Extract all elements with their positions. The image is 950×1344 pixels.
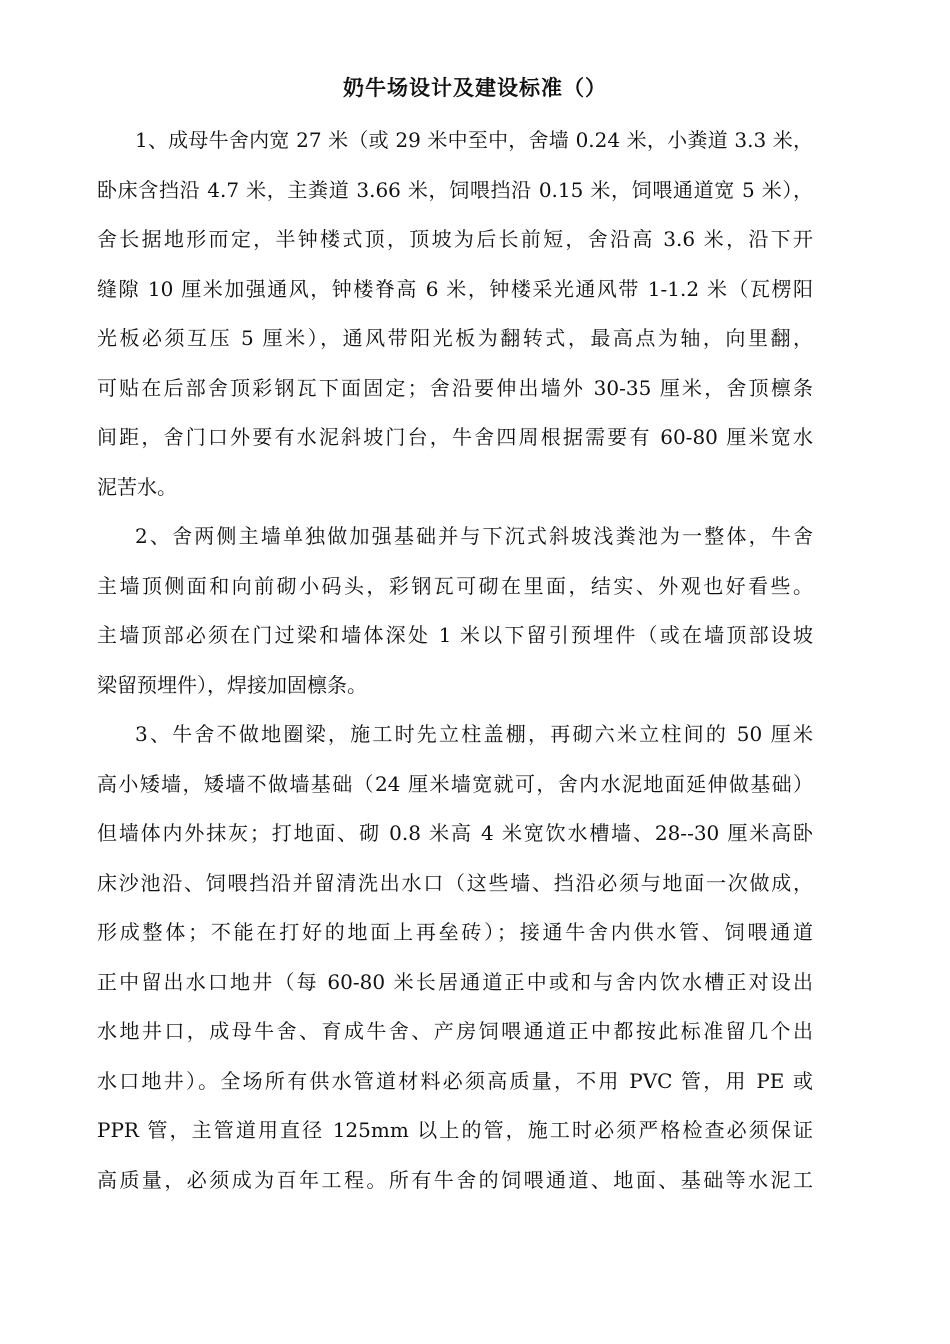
text-line: 形成整体；不能在打好的地面上再垒砖）；接通牛舍内供水管、饲喂通道 <box>97 920 813 944</box>
document-title: 奶牛场设计及建设标准（） <box>343 75 607 100</box>
text-line: 间距，舍门口外要有水泥斜坡门台，牛舍四周根据需要有 60-80 厘米宽水 <box>97 425 813 449</box>
text-line: 卧床含挡沿 4.7 米，主粪道 3.66 米，饲喂挡沿 0.15 米，饲喂通道宽 5 米）， <box>97 177 813 202</box>
text-line: 水地井口，成母牛舍、育成牛舍、产房饲喂通道正中都按此标准留几个出 <box>97 1019 813 1043</box>
text-line: 高质量，必须成为百年工程。所有牛舍的饲喂通道、地面、基础等水泥工 <box>97 1167 813 1192</box>
text-line: 床沙池沿、饲喂挡沿并留清洗出水口（这些墙、挡沿必须与地面一次做成， <box>97 870 813 895</box>
text-line: 但墙体内外抹灰；打地面、砌 0.8 米高 4 米宽饮水槽墙、28--30 厘米高卧 <box>97 821 813 845</box>
text-line: 泥苦水。 <box>97 474 177 499</box>
text-line: 2、舍两侧主墙单独做加强基础并与下沉式斜坡浅粪池为一整体，牛舍 <box>135 524 813 548</box>
text-line: 梁留预埋件），焊接加固檩条。 <box>97 672 367 697</box>
text-line: 主墙顶侧面和向前砌小码头，彩钢瓦可砌在里面，结实、外观也好看些。 <box>97 573 813 598</box>
document-body <box>97 116 813 1205</box>
text-line: 光板必须互压 5 厘米），通风带阳光板为翻转式，最高点为轴，向里翻， <box>97 326 813 350</box>
text-line: PPR 管，主管道用直径 125mm 以上的管，施工时必须严格检查必须保证 <box>97 1118 813 1142</box>
text-line: 水口地井）。全场所有供水管道材料必须高质量，不用 PVC 管，用 PE 或 <box>97 1068 813 1093</box>
text-line: 高小矮墙，矮墙不做墙基础（24 厘米墙宽就可，舍内水泥地面延伸做基础） <box>97 771 813 796</box>
text-line: 缝隙 10 厘米加强通风，钟楼脊高 6 米，钟楼采光通风带 1-1.2 米（瓦楞阳 <box>97 276 813 301</box>
text-line: 正中留出水口地井（每 60-80 米长居通道正中或和与舍内饮水槽正对设出 <box>97 969 813 994</box>
text-line: 舍长据地形而定，半钟楼式顶，顶坡为后长前短，舍沿高 3.6 米，沿下开 <box>97 227 813 251</box>
text-line: 3、牛舍不做地圈梁，施工时先立柱盖棚，再砌六米立柱间的 50 厘米 <box>135 722 813 746</box>
text-line: 主墙顶部必须在门过梁和墙体深处 1 米以下留引预埋件（或在墙顶部设坡 <box>97 623 813 647</box>
text-line: 可贴在后部舍顶彩钢瓦下面固定；舍沿要伸出墙外 30-35 厘米，舍顶檩条 <box>97 375 813 400</box>
text-line: 1、成母牛舍内宽 27 米（或 29 米中至中，舍墙 0.24 米，小粪道 3.3 米， <box>135 128 813 152</box>
